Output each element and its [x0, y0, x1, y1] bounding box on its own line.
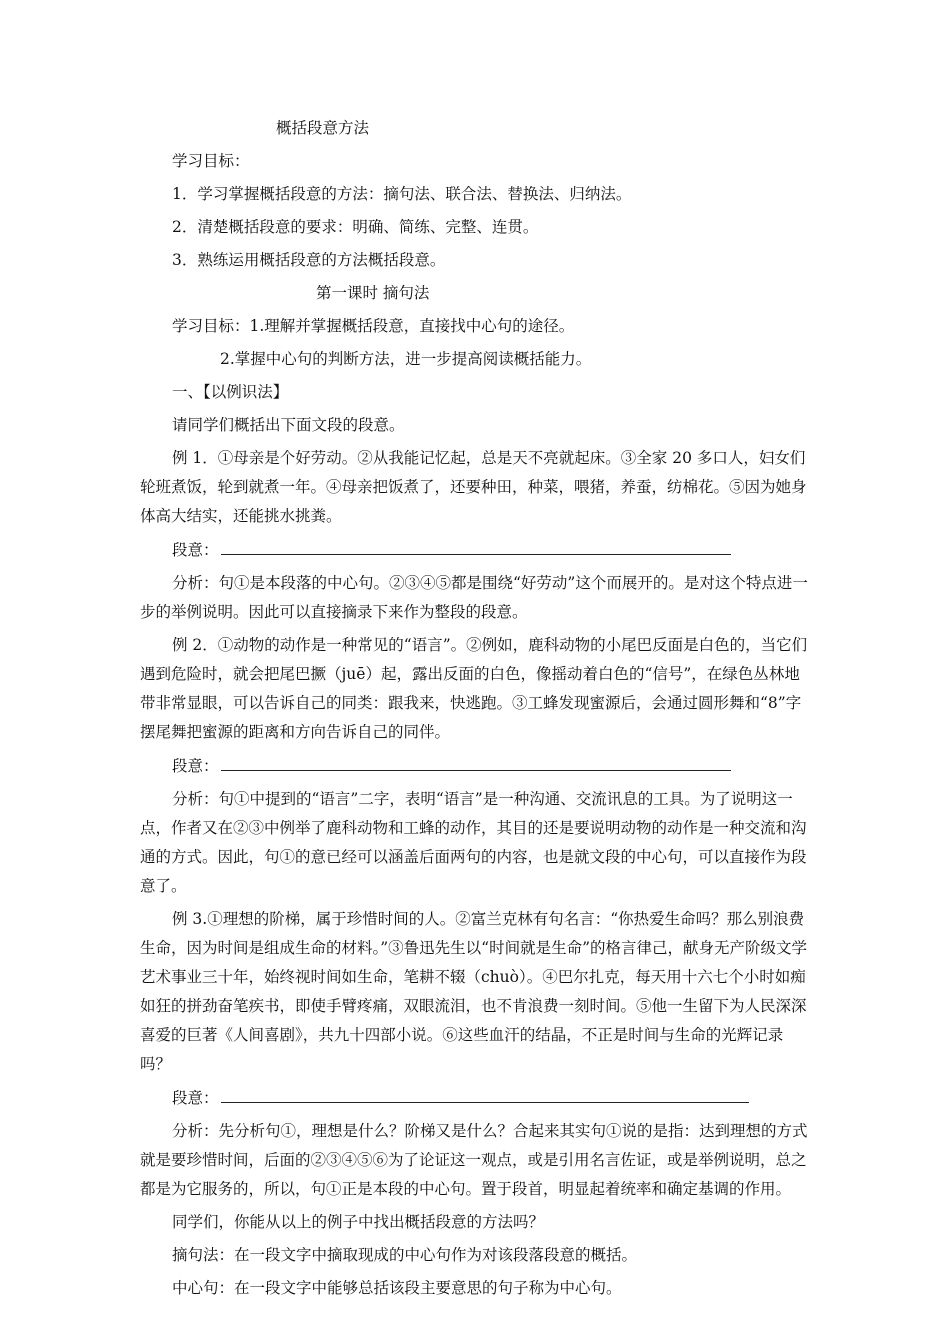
answer-label: 段意： [172, 541, 219, 559]
answer-line-2 [172, 751, 812, 781]
goal-item-2: 2．清楚概括段意的要求：明确、简练、完整、连贯。 [172, 218, 539, 236]
lesson-title: 第一课时 摘句法 [316, 284, 430, 302]
example-1-paragraph: 例 1．①母亲是个好劳动。②从我能记忆起，总是天不亮就起床。③全家 20 多口人，妇女们轮班煮饭，轮到就煮一年。④母亲把饭煮了，还要种田，种菜，喂猪，养蚕，纺棉花。⑤因为她身体高大结实，还能挑水挑粪。 [140, 449, 807, 525]
definition-central-sentence: 中心句：在一段文字中能够总括该段主要意思的句子称为中心句。 [172, 1279, 622, 1297]
goal-item-3: 3．熟练运用概括段意的方法概括段意。 [172, 251, 446, 269]
analysis-3-paragraph: 分析：先分析句①，理想是什么？阶梯又是什么？合起来其实句①说的是指：达到理想的方式就是要珍惜时间，后面的②③④⑤⑥为了论证这一观点，或是引用名言佐证，或是举例说明，总之都是为它服务的，所以，句①正是本段的中心句。置于段首，明显起着统率和确定基调的作用。 [140, 1122, 808, 1198]
answer-line-1 [172, 535, 812, 565]
analysis-2-paragraph: 分析：句①中提到的“语言”二字，表明“语言”是一种沟通、交流讯息的工具。为了说明这一点，作者又在②③中例举了鹿科动物和工蜂的动作，其目的还是要说明动物的动作是一种交流和沟通的方式。因此，句①的意已经可以涵盖后面两句的内容，也是就文段的中心句，可以直接作为段意了。 [140, 790, 807, 895]
answer-blank[interactable] [221, 1083, 749, 1103]
document-body [140, 114, 812, 1303]
lesson-goal-1: 学习目标：1.理解并掌握概括段意，直接找中心句的途径。 [172, 317, 575, 335]
lesson-goal-2: 2.掌握中心句的判断方法，进一步提高阅读概括能力。 [220, 350, 592, 368]
answer-line-3 [172, 1083, 812, 1113]
example-3-paragraph: 例 3.①理想的阶梯，属于珍惜时间的人。②富兰克林有句名言：“你热爱生命吗？那么别浪费生命，因为时间是组成生命的材料。”③鲁迅先生以“时间就是生命”的格言律己，献身无产阶级文学艺术事业三十年，始终视时间如生命，笔耕不辍（chuò）。④巴尔扎克，每天用十六七个小时如痴如狂的拼劲奋笔疾书，即使手臂疼痛，双眼流泪，也不肯浪费一刻时间。⑤他一生留下为人民深深喜爱的巨著《人间喜剧》，共九十四部小说。⑥这些血汗的结晶，不正是时间与生命的光辉记录吗？ [140, 910, 808, 1073]
answer-label: 段意： [172, 757, 219, 775]
answer-blank[interactable] [221, 535, 731, 555]
goals-heading: 学习目标： [172, 152, 250, 170]
goal-item-1: 1．学习掌握概括段意的方法：摘句法、联合法、替换法、归纳法。 [172, 185, 632, 203]
instruction-text: 请同学们概括出下面文段的段意。 [172, 416, 405, 434]
section-heading: 一、【以例识法】 [172, 383, 289, 401]
answer-blank[interactable] [221, 751, 731, 771]
example-2-paragraph: 例 2．①动物的动作是一种常见的“语言”。②例如，鹿科动物的小尾巴反面是白色的，当它们遇到危险时，就会把尾巴撅（juē）起，露出反面的白色，像摇动着白色的“信号”，在绿色丛林地带非常显眼，可以告诉自己的同类：跟我来，快逃跑。③工蜂发现蜜源后，会通过圆形舞和“8”字摆尾舞把蜜源的距离和方向告诉自己的同伴。 [140, 636, 808, 741]
question-text: 同学们，你能从以上的例子中找出概括段意的方法吗？ [172, 1213, 545, 1231]
document-title: 概括段意方法 [276, 119, 370, 137]
answer-label: 段意： [172, 1089, 219, 1107]
definition-extraction-method: 摘句法：在一段文字中摘取现成的中心句作为对该段落段意的概括。 [172, 1246, 638, 1264]
analysis-1-paragraph: 分析：句①是本段落的中心句。②③④⑤都是围绕“好劳动”这个而展开的。是对这个特点进一步的举例说明。因此可以直接摘录下来作为整段的段意。 [140, 574, 808, 621]
